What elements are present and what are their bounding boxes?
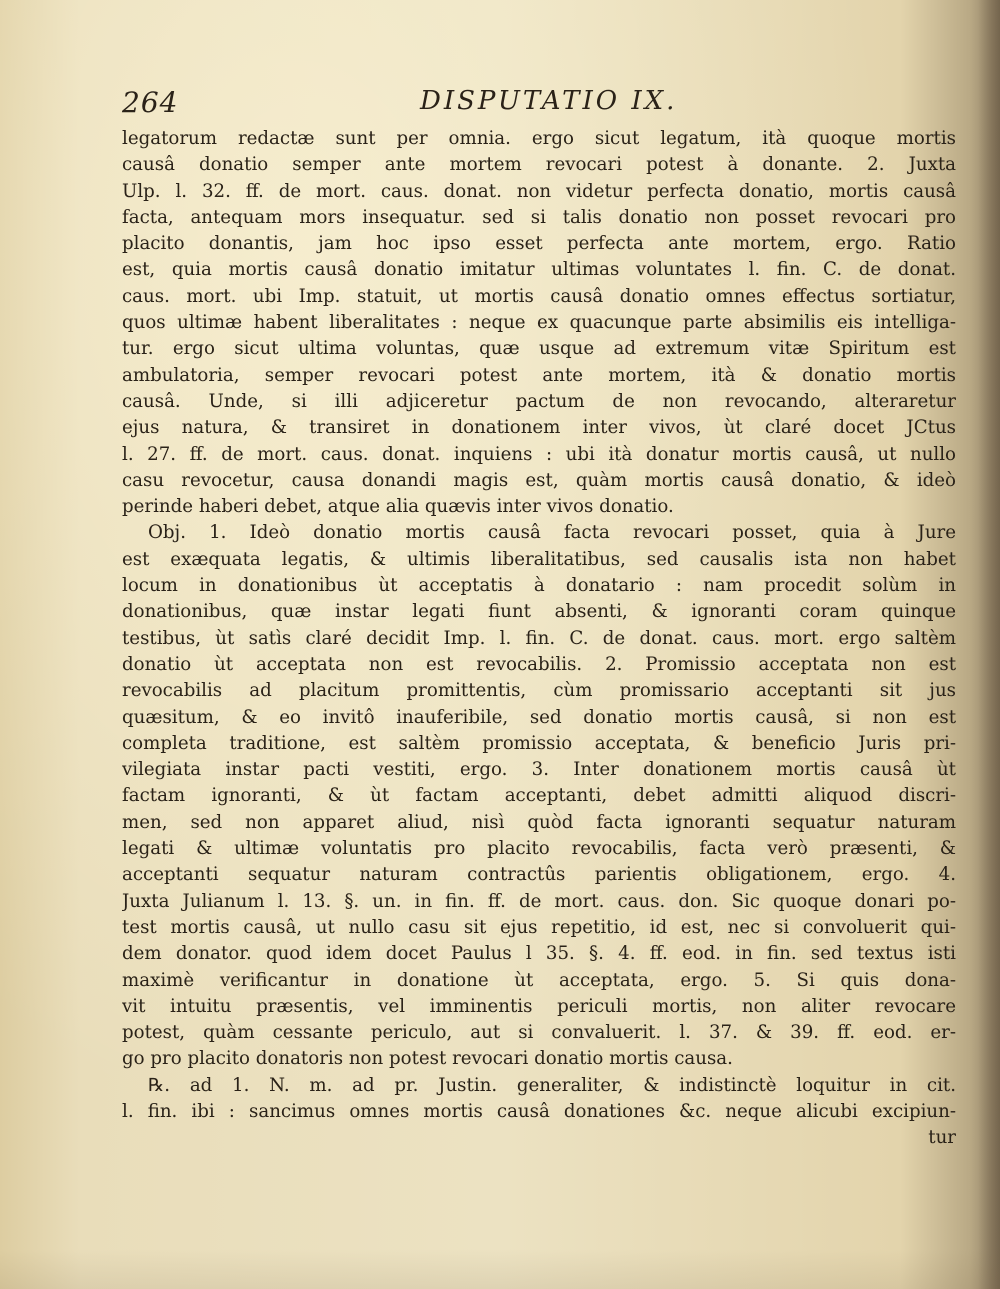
text-line: locum in donationibus ùt acceptatis à donatario : nam procedit solùm in (122, 575, 956, 597)
text-line: tur. ergo sicut ultima voluntas, quæ usque ad extremum vitæ Spiritum est (122, 338, 956, 360)
text-line: dem donator. quod idem docet Paulus l 35. §. 4. ff. eod. in fin. sed textus isti (122, 943, 956, 965)
text-line: ℞. ad 1. N. m. ad pr. Justin. generaliter, & indistinctè loquitur in cit. (148, 1074, 956, 1096)
text-line: legatorum redactæ sunt per omnia. ergo sicut legatum, ità quoque mortis (122, 128, 956, 149)
text-line: donatio ùt acceptata non est revocabilis. 2. Promissio acceptata non est (122, 653, 956, 675)
text-line: placito donantis, jam hoc ipso esset perfecta ante mortem, ergo. Ratio (122, 233, 956, 255)
text-line: testibus, ùt satìs claré decidit Imp. l. fin. C. de donat. caus. mort. ergo saltèm (122, 627, 956, 649)
text-line: revocabilis ad placitum promittentis, cùm promissario acceptanti sit jus (122, 680, 956, 702)
text-line: legati & ultimæ voluntatis pro placito revocabilis, facta verò præsenti, & (122, 838, 956, 860)
text-line: vit intuitu præsentis, vel imminentis periculi mortis, non aliter revocare (122, 995, 956, 1017)
text-line: l. fin. ibi : sancimus omnes mortis causâ donationes &c. neque alicubi excipiun- (122, 1100, 956, 1122)
text-line: est exæquata legatis, & ultimis liberalitatibus, sed causalis ista non habet (122, 548, 956, 570)
text-line: acceptanti sequatur naturam contractûs parientis obligationem, ergo. 4. (122, 864, 956, 886)
text-line: est, quia mortis causâ donatio imitatur ultimas voluntates l. fin. C. de donat. (122, 259, 956, 281)
text-line: ejus natura, & transiret in donationem inter vivos, ùt claré docet JCtus (122, 417, 956, 439)
text-line: Ulp. l. 32. ff. de mort. caus. donat. non videtur perfecta donatio, mortis causâ (122, 180, 956, 202)
page-edge-shadow (978, 0, 1000, 1289)
text-line: vilegiata instar pacti vestiti, ergo. 3. Inter donationem mortis causâ ùt (122, 759, 956, 781)
text-line: donationibus, quæ instar legati fiunt absenti, & ignoranti coram quinque (122, 601, 956, 623)
running-head: DISPUTATIO IX. (420, 86, 678, 116)
text-line: Juxta Julianum l. 13. §. un. in fin. ff. de mort. caus. don. Sic quoque donari po- (122, 890, 956, 912)
page-number: 264 (122, 86, 179, 119)
text-line: casu revocetur, causa donandi magis est, quàm mortis causâ donatio, & ideò (122, 469, 956, 491)
text-line: facta, antequam mors insequatur. sed si talis donatio non posset revocari pro (122, 206, 956, 228)
page-bottom-shadow (0, 1249, 1000, 1289)
text-line: quos ultimæ habent liberalitates : neque ex quacunque parte absimilis eis intelliga- (122, 312, 956, 334)
text-line: l. 27. ff. de mort. caus. donat. inquiens : ubi ità donatur mortis causâ, ut nullo (122, 443, 956, 465)
body-text (122, 126, 956, 1152)
text-line: maximè verificantur in donatione ùt acceptata, ergo. 5. Si quis dona- (122, 969, 956, 991)
text-line: potest, quàm cessante periculo, aut si convaluerit. l. 37. & 39. ff. eod. er- (122, 1022, 956, 1044)
text-line: Obj. 1. Ideò donatio mortis causâ facta revocari posset, quia à Jure (148, 522, 956, 544)
text-line: factam ignoranti, & ùt factam acceptanti, debet admitti aliquod discri- (122, 785, 956, 807)
text-line: men, sed non apparet aliud, nisì quòd facta ignoranti sequatur naturam (122, 811, 956, 833)
text-line: causâ donatio semper ante mortem revocari potest à donante. 2. Juxta (122, 154, 956, 176)
text-line: completa traditione, est saltèm promissio acceptata, & beneficio Juris pri- (122, 732, 956, 754)
text-line: caus. mort. ubi Imp. statuit, ut mortis causâ donatio omnes effectus sortiatur, (122, 285, 956, 307)
text-line: go pro placito donatoris non potest revocari donatio mortis causa. (122, 1048, 733, 1070)
catchword: tur (928, 1127, 956, 1149)
text-line: test mortis causâ, ut nullo casu sit ejus repetitio, id est, nec si convoluerit qui- (122, 916, 956, 938)
text-line: ambulatoria, semper revocari potest ante mortem, ità & donatio mortis (122, 364, 956, 386)
text-line: causâ. Unde, si illi adjiceretur pactum de non revocando, alteraretur (122, 390, 956, 412)
text-line: quæsitum, & eo invitô inauferibile, sed donatio mortis causâ, si non est (122, 706, 956, 728)
page-header (120, 86, 960, 122)
text-line: perinde haberi debet, atque alia quævis inter vivos donatio. (122, 496, 674, 518)
